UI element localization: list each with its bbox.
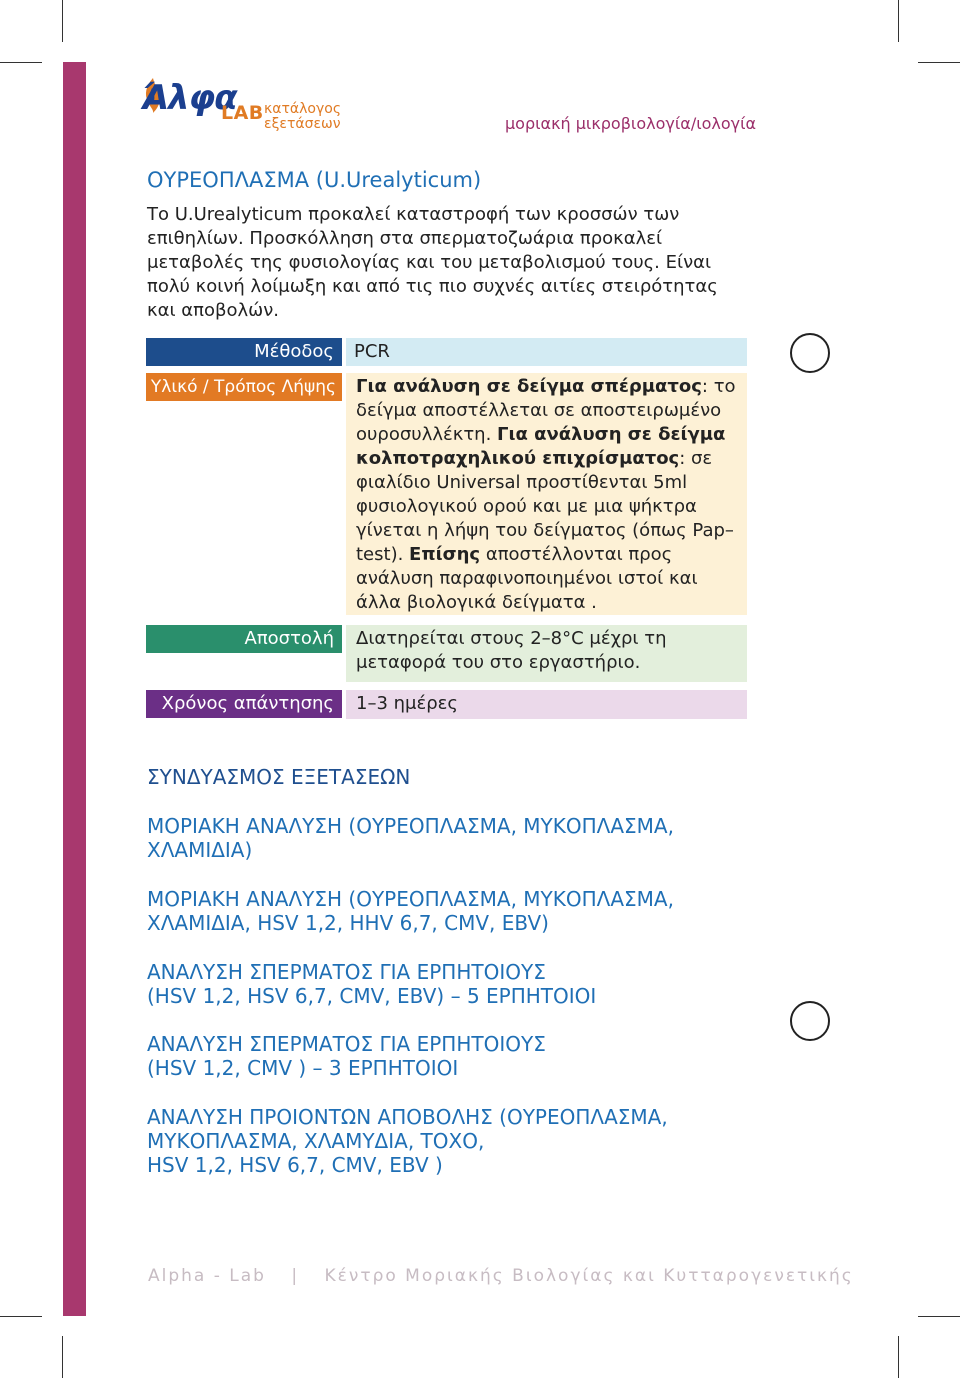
method-value: PCR (346, 338, 747, 366)
test-title: ΟΥΡΕΟΠΛΑΣΜΑ (U.Urealyticum) (147, 168, 482, 192)
specimen-text-1: : το δείγμα αποστέλλεται σε αποστειρωμένο ουροσυλλέκτη. (356, 376, 736, 445)
combination-line: ΜΥΚΟΠΛΑΣΜΑ, ΧΛΑΜΥΔΙΑ, ΤΟΧΟ, (147, 1129, 485, 1153)
crop-mark (918, 62, 960, 63)
crop-mark (62, 1336, 63, 1378)
specimen-text-3: αποστέλλονται προς ανάλυση παραφινοποιημένοι ιστοί και άλλα βιολογικά δείγματα . (356, 544, 698, 613)
combination-line: ΜΟΡΙΑΚΗ ΑΝΑΛΥΣΗ (ΟΥΡΕΟΠΛΑΣΜΑ, ΜΥΚΟΠΛΑΣΜΑ, (147, 887, 674, 911)
combination-line: ΑΝΑΛΥΣΗ ΣΠΕΡΜΑΤΟΣ ΓΙΑ ΕΡΠΗΤΟΙΟΥΣ (147, 960, 546, 984)
specimen-bold-3: Επίσης (409, 544, 481, 565)
combination-line: ΧΛΑΜΙΔΙΑ, HSV 1,2, HHV 6,7, CMV, EBV) (147, 911, 549, 935)
specimen-bold-2: Για ανάλυση σε δείγμα κολποτραχηλικού επιχρίσματος (356, 424, 726, 469)
turnaround-value: 1–3 ημέρες (346, 690, 747, 719)
turnaround-label: Χρόνος απάντησης (146, 690, 342, 718)
combination-line: ΜΟΡΙΑΚΗ ΑΝΑΛΥΣΗ (ΟΥΡΕΟΠΛΑΣΜΑ, ΜΥΚΟΠΛΑΣΜΑ, (147, 814, 674, 838)
combination-line: ΧΛΑΜΙΔΙΑ) (147, 838, 253, 862)
combination-line: (HSV 1,2, CMV ) – 3 ΕΡΠΗΤΟΙΟΙ (147, 1056, 459, 1080)
combination-item (147, 960, 596, 1008)
logo-subtitle (264, 102, 341, 132)
combination-item (147, 887, 674, 935)
footer-separator: | (291, 1266, 300, 1286)
specimen-bold-1: Για ανάλυση σε δείγμα σπέρματος (356, 376, 702, 397)
crop-mark (898, 0, 899, 42)
combination-item (147, 1032, 546, 1080)
logo-subtitle-line2: εξετάσεων (264, 116, 341, 132)
logo-lab: LAB (221, 102, 264, 124)
combination-line: (HSV 1,2, HSV 6,7, CMV, EBV) – 5 ΕΡΠΗΤΟΙΟΙ (147, 984, 597, 1008)
combination-item (147, 814, 674, 862)
binder-hole (790, 1001, 830, 1041)
combination-line: HSV 1,2, HSV 6,7, CMV, EBV ) (147, 1153, 443, 1177)
crop-mark (0, 62, 42, 63)
shipping-label: Αποστολή (146, 625, 342, 653)
specimen-label: Υλικό / Τρόπος Λήψης (146, 373, 342, 401)
sidebar-stripe (63, 62, 86, 1316)
specimen-value (346, 373, 747, 615)
crop-mark (898, 1336, 899, 1378)
header-topic: μοριακή μικροβιολογία/ιολογία (505, 114, 757, 133)
specimen-text-2: : σε φιαλίδιο Universal προστίθενται 5ml φυσιολογικού ορού και με μια ψήκτρα γίνεται η λήψη του δείγματος (όπως Pap–test). (356, 448, 734, 565)
test-description: Το U.Urealyticum προκαλεί καταστροφή των κροσσών των επιθηλίων. Προσκόλληση στα σπερματοζωάρια προκαλεί μεταβολές της φυσιολογίας και του μεταβολισμού τους. Είναι πολύ κοινή λοίμωξη και από τις πιο συχνές αιτίες στειρότητας και αποβολών. (147, 204, 718, 321)
footer-tagline: Κέντρο Μοριακής Βιολογίας και Κυτταρογενετικής (324, 1266, 854, 1286)
footer-brand: Alpha - Lab (148, 1266, 266, 1286)
shipping-value: Διατηρείται στους 2–8°C μέχρι τη μεταφορά του στο εργαστήριο. (346, 625, 747, 682)
crop-mark (62, 0, 63, 42)
binder-hole (790, 333, 830, 373)
combination-line: ΑΝΑΛΥΣΗ ΠΡΟΙΟΝΤΩΝ ΑΠΟΒΟΛΗΣ (ΟΥΡΕΟΠΛΑΣΜΑ, (147, 1105, 668, 1129)
footer (148, 1266, 854, 1286)
crop-mark (0, 1316, 42, 1317)
combinations-heading: ΣΥΝΔΥΑΣΜΟΣ ΕΞΕΤΑΣΕΩΝ (147, 765, 411, 789)
method-label: Μέθοδος (146, 338, 342, 366)
logo-subtitle-line1: κατάλογος (264, 101, 342, 117)
logo-wordmark: Άλφα (142, 78, 237, 118)
combination-item (147, 1105, 668, 1177)
crop-mark (918, 1316, 960, 1317)
combination-line: ΑΝΑΛΥΣΗ ΣΠΕΡΜΑΤΟΣ ΓΙΑ ΕΡΠΗΤΟΙΟΥΣ (147, 1032, 546, 1056)
